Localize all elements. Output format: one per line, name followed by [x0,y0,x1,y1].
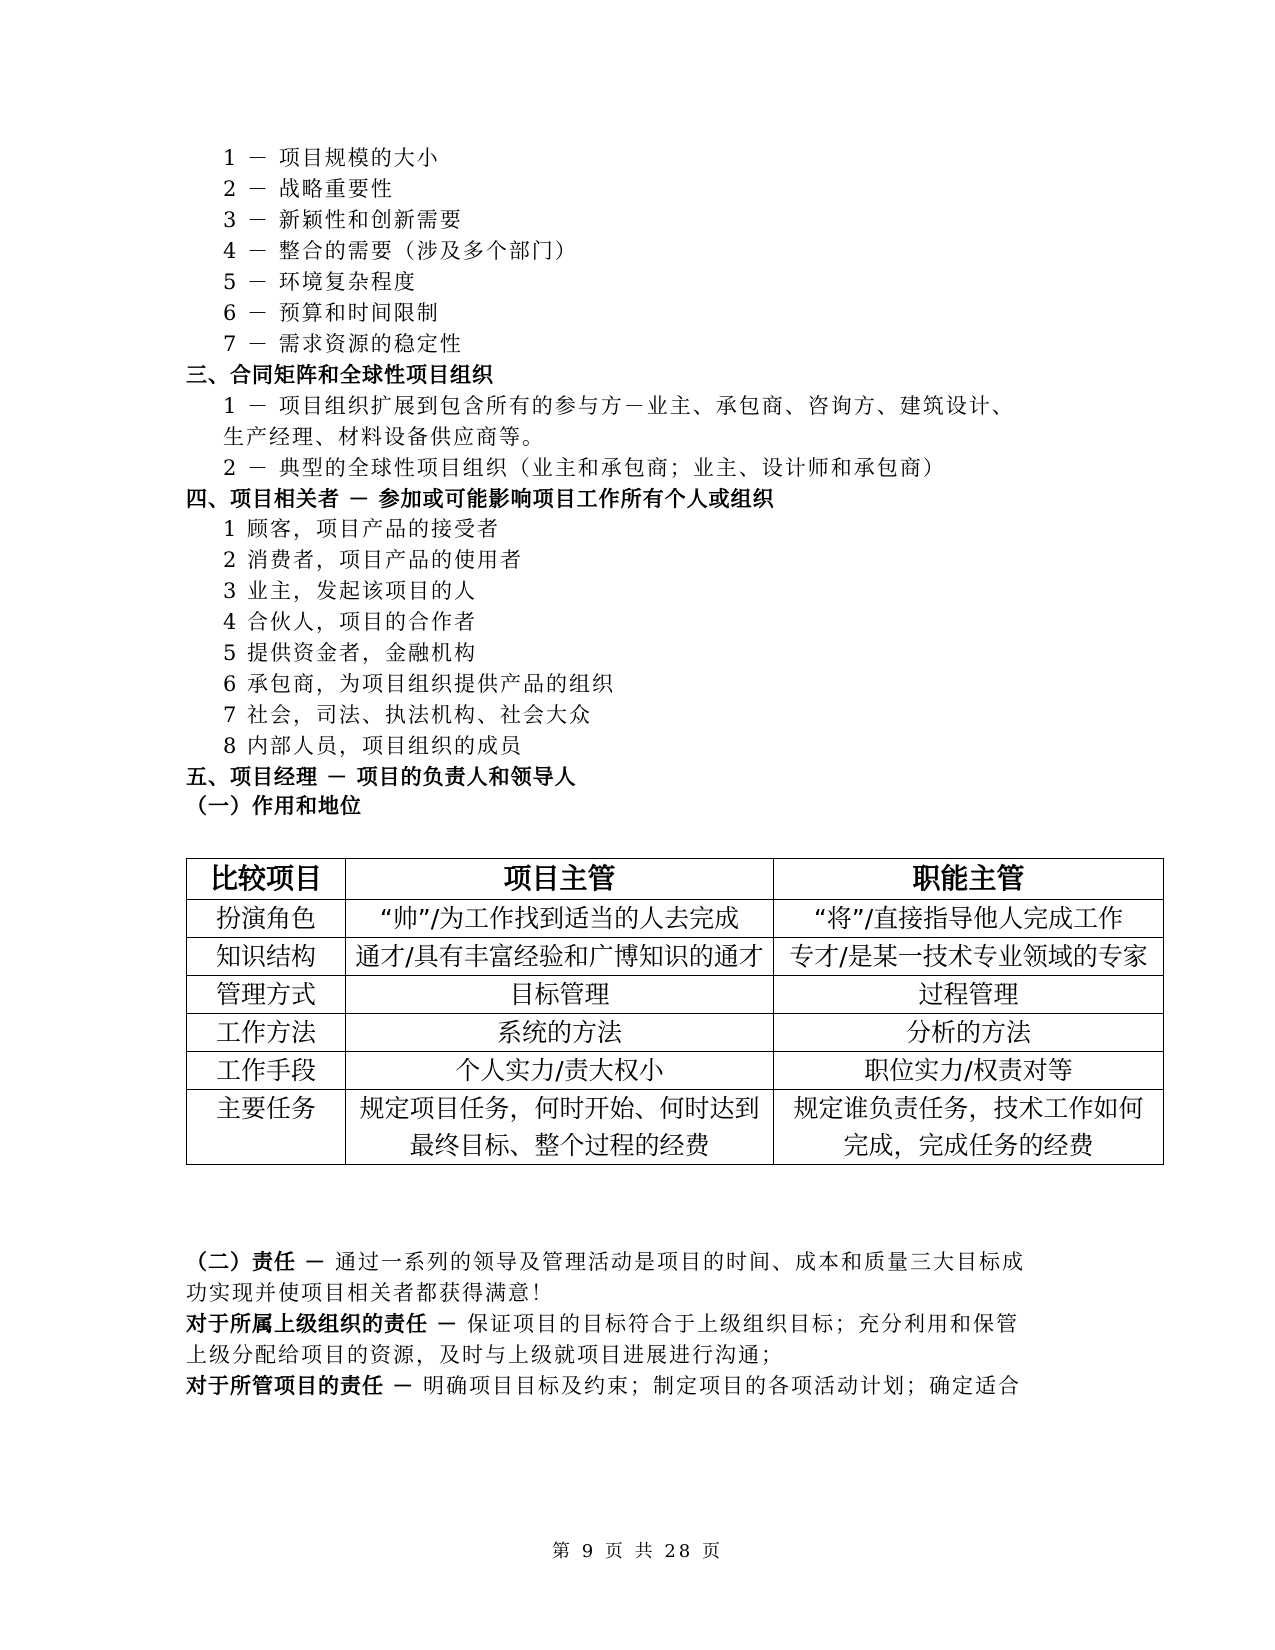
list-item-continuation: 生产经理、材料设备供应商等。 [223,425,545,449]
paragraph-lead: 对于所属上级组织的责任 － [186,1312,459,1336]
table-cell: “帅”/为工作找到适当的人去完成 [346,900,774,938]
paragraph-text: 保证项目的目标符合于上级组织目标；充分利用和保管 [458,1312,1019,1336]
table-cell: 工作方法 [187,1014,346,1052]
list-item: 2 消费者，项目产品的使用者 [223,548,524,572]
table-header-cell: 职能主管 [774,859,1164,900]
list-item: 7 － 需求资源的稳定性 [223,332,463,356]
table-row [187,938,1164,976]
table-cell: 规定谁负责任务，技术工作如何完成，完成任务的经费 [774,1090,1164,1165]
list-item: 2 － 战略重要性 [223,177,394,201]
table-cell: 知识结构 [187,938,346,976]
table-cell: 系统的方法 [346,1014,774,1052]
paragraph-lead: 对于所管项目的责任 － [186,1374,415,1398]
page-footer: 第 9 页 共 28 页 [552,1541,723,1562]
table-cell: 目标管理 [346,976,774,1014]
table-cell: “将”/直接指导他人完成工作 [774,900,1164,938]
table-header-cell: 比较项目 [187,859,346,900]
table-cell: 个人实力/责大权小 [346,1052,774,1090]
section-heading: 四、项目相关者 － 参加或可能影响项目工作所有个人或组织 [186,487,775,511]
list-item: 3 － 新颖性和创新需要 [223,208,463,232]
table-cell: 管理方式 [187,976,346,1014]
paragraph-project-responsibility [186,1371,1021,1401]
table-header-cell: 项目主管 [346,859,774,900]
list-item: 5 提供资金者，金融机构 [223,641,478,665]
list-item: 4 合伙人，项目的合作者 [223,610,478,634]
list-item: 1 顾客，项目产品的接受者 [223,517,501,541]
comparison-table [186,858,1164,1165]
table-cell: 专才/是某一技术专业领域的专家 [774,938,1164,976]
section-heading: 五、项目经理 － 项目的负责人和领导人 [186,765,577,789]
table-row [187,900,1164,938]
list-item: 8 内部人员，项目组织的成员 [223,734,524,758]
paragraph-org-responsibility [186,1309,1019,1339]
paragraph-text: 明确项目目标及约束；制定项目的各项活动计划；确定适合 [414,1374,1021,1398]
list-item: 5 － 环境复杂程度 [223,270,417,294]
table-row [187,976,1164,1014]
table-cell: 规定项目任务，何时开始、何时达到最终目标、整个过程的经费 [346,1090,774,1165]
table-cell: 通才/具有丰富经验和广博知识的通才 [346,938,774,976]
list-item: 7 社会，司法、执法机构、社会大众 [223,703,593,727]
list-item: 4 － 整合的需要（涉及多个部门） [223,239,578,263]
list-item: 1 － 项目规模的大小 [223,146,440,170]
section-heading: 三、合同矩阵和全球性项目组织 [186,363,494,387]
list-item: 1 － 项目组织扩展到包含所有的参与方－业主、承包商、咨询方、建筑设计、 [223,394,1015,418]
table-cell: 职位实力/权责对等 [774,1052,1164,1090]
list-item: 2 － 典型的全球性项目组织（业主和承包商；业主、设计师和承包商） [223,456,946,480]
list-item: 6 承包商，为项目组织提供产品的组织 [223,672,616,696]
table-cell: 工作手段 [187,1052,346,1090]
paragraph-text: 上级分配给项目的资源，及时与上级就项目进展进行沟通； [186,1343,784,1367]
list-item: 6 － 预算和时间限制 [223,301,440,325]
table-cell: 过程管理 [774,976,1164,1014]
table-row [187,1052,1164,1090]
table-row [187,1090,1164,1165]
table-header-row [187,859,1164,900]
paragraph-text: 通过一系列的领导及管理活动是项目的时间、成本和质量三大目标成 [326,1250,1025,1274]
paragraph-responsibility [186,1247,1025,1277]
paragraph-lead: （二）责任 － [186,1250,327,1274]
table-cell: 分析的方法 [774,1014,1164,1052]
table-cell: 扮演角色 [187,900,346,938]
list-item: 3 业主，发起该项目的人 [223,579,478,603]
paragraph-text: 功实现并使项目相关者都获得满意！ [186,1281,554,1305]
table-row [187,1014,1164,1052]
table-cell: 主要任务 [187,1090,346,1165]
subsection-heading: （一）作用和地位 [186,794,362,818]
